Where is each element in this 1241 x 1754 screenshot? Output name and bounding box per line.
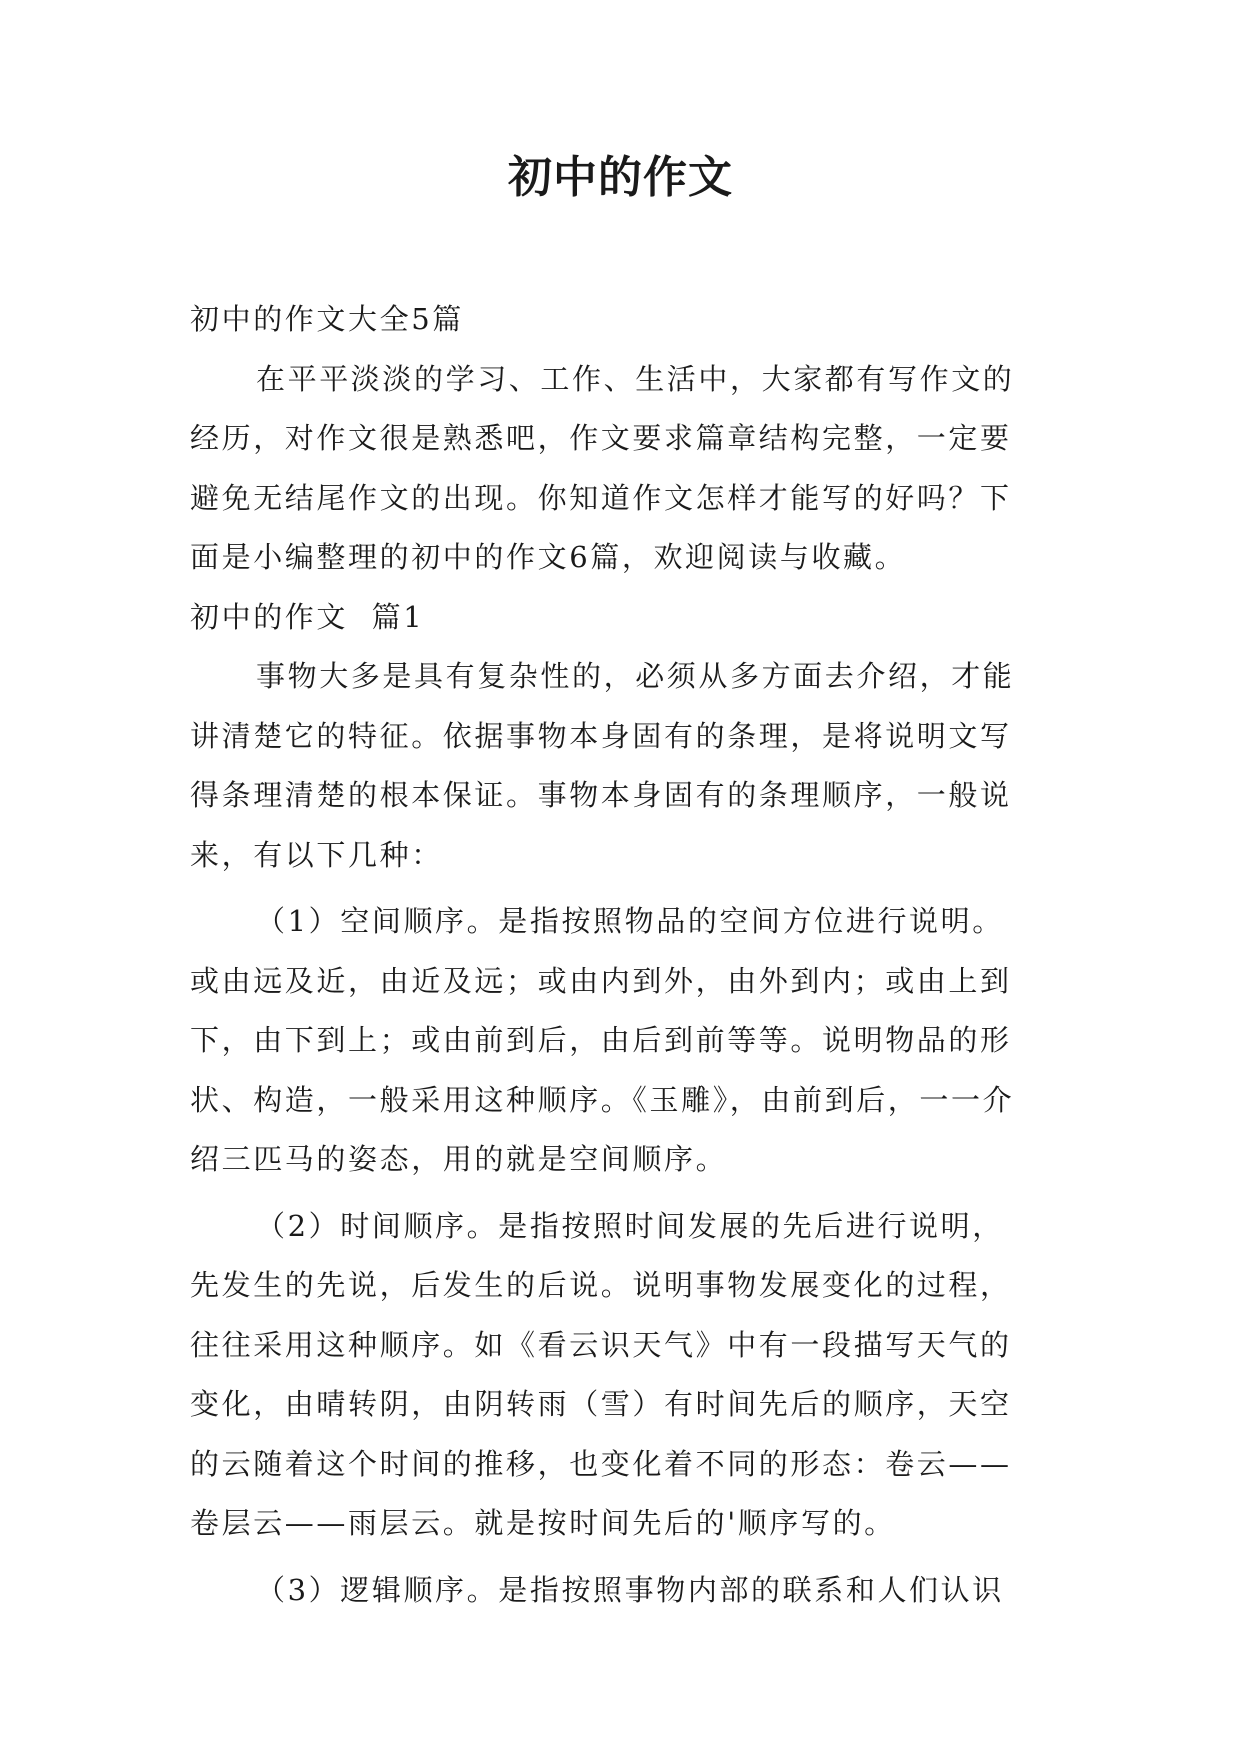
list-item-line: （1）空间顺序。是指按照物品的空间方位进行说明。	[256, 904, 1004, 938]
paragraph-line: 卷层云——雨层云。就是按时间先后的'顺序写的。	[190, 1506, 896, 1540]
paragraph-line: 事物大多是具有复杂性的，必须从多方面去介绍，才能	[256, 659, 1015, 693]
page-title: 初中的作文	[508, 152, 733, 203]
paragraph-line: 变化，由晴转阴，由阴转雨（雪）有时间先后的顺序，天空	[190, 1387, 1012, 1421]
paragraph-line: 面是小编整理的初中的作文6篇，欢迎阅读与收藏。	[190, 540, 907, 574]
paragraph-line: 或由远及近，由近及远；或由内到外，由外到内；或由上到	[190, 963, 1012, 998]
paragraph-line: 的云随着这个时间的推移，也变化着不同的形态：卷云——	[190, 1446, 1012, 1481]
paragraph-line: 在平平淡淡的学习、工作、生活中，大家都有写作文的	[256, 361, 1015, 396]
paragraph-line: 来，有以下几种：	[190, 837, 443, 872]
section-heading: 初中的作文 篇1	[190, 599, 425, 634]
paragraph-line: 往往采用这种顺序。如《看云识天气》中有一段描写天气的	[190, 1327, 1012, 1362]
document-body	[190, 290, 1052, 1620]
paragraph-line: 得条理清楚的根本保证。事物本身固有的条理顺序，一般说	[190, 778, 1012, 812]
paragraph-line: 经历，对作文很是熟悉吧，作文要求篇章结构完整，一定要	[190, 421, 1012, 455]
subtitle-line: 初中的作文大全5篇	[190, 302, 464, 336]
paragraph-line: 避免无结尾作文的出现。你知道作文怎样才能写的好吗？下	[190, 480, 1012, 515]
paragraph-line: 先发生的先说，后发生的后说。说明事物发展变化的过程，	[190, 1268, 1012, 1302]
list-item-line: （3）逻辑顺序。是指按照事物内部的联系和人们认识	[256, 1572, 1004, 1607]
paragraph-line: 讲清楚它的特征。依据事物本身固有的条理，是将说明文写	[190, 718, 1012, 753]
list-item-line: （2）时间顺序。是指按照时间发展的先后进行说明，	[256, 1208, 1004, 1243]
paragraph-line: 绍三匹马的姿态，用的就是空间顺序。	[190, 1142, 728, 1176]
paragraph-line: 下，由下到上；或由前到后，由后到前等等。说明物品的形	[190, 1023, 1012, 1057]
paragraph-line: 状、构造，一般采用这种顺序。《玉雕》，由前到后，一一介	[190, 1082, 1015, 1117]
